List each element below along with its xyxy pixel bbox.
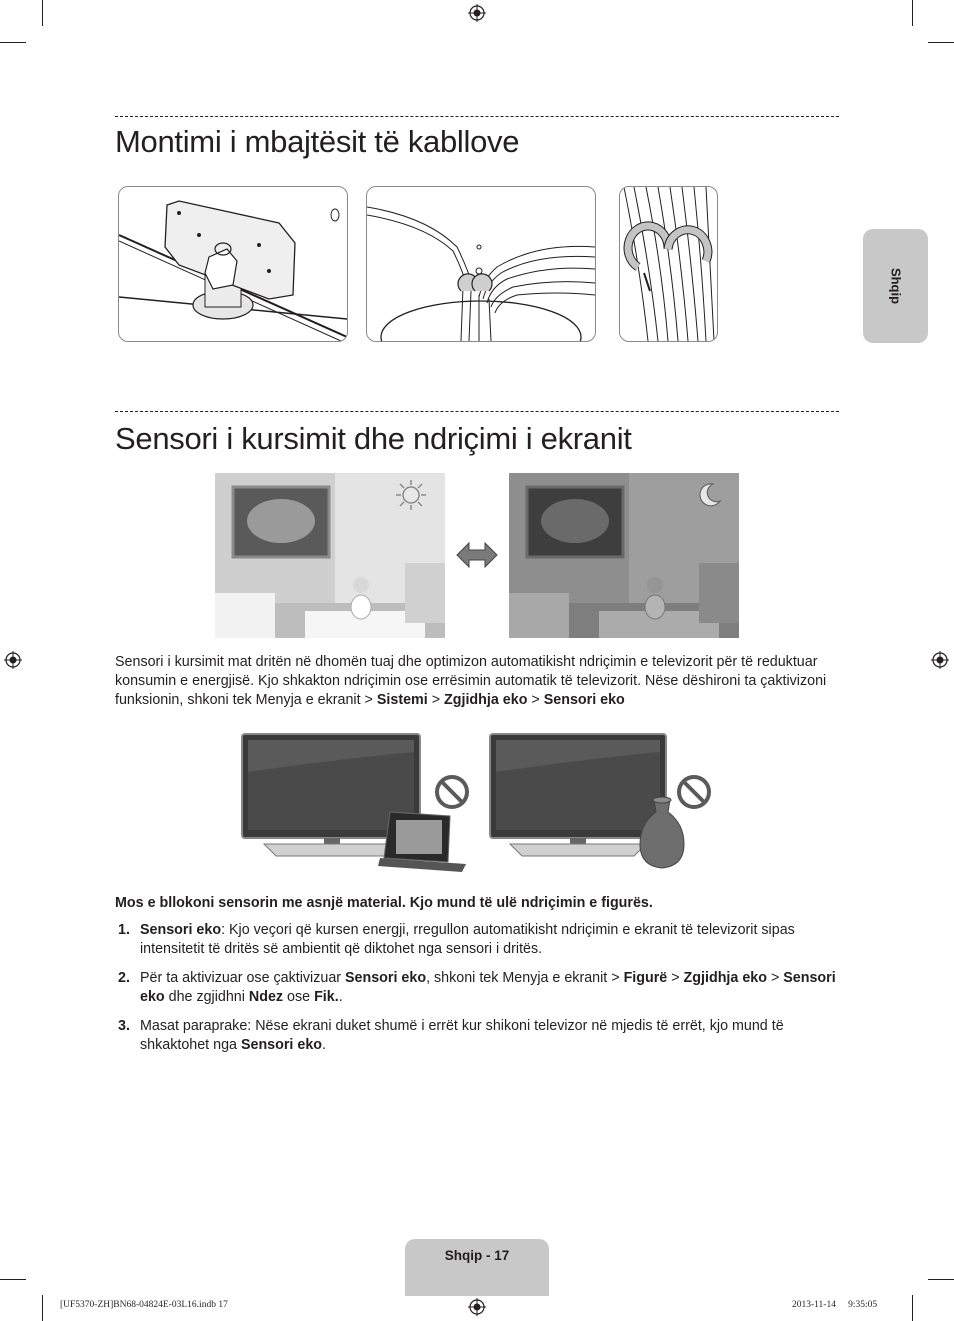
moon-icon [695, 481, 723, 509]
illustration-cable-holder-closeup [619, 186, 718, 342]
list-item-term: Sensori eko [240, 1037, 323, 1053]
list-item-term: Fik. [314, 989, 339, 1005]
list-item-term: Sensori eko [140, 970, 836, 1005]
intro-menu-eco-solution: Zgjidhja eko [444, 692, 528, 708]
list-item-term: Sensori eko [345, 970, 427, 986]
language-side-tab [863, 229, 928, 343]
imprint-file-name: [UF5370-ZH]BN68-04824E-03L16.indb 17 [60, 1300, 228, 1310]
crop-mark [0, 1279, 26, 1280]
list-item-text: : Kjo veçori që kursen energji, rregullon automatikisht ndriçimin e ekranit të televizorit sipas intensitetit të dritës së ambientit që diktohet nga sensori i dritës. [140, 922, 795, 957]
photo-room-dark [509, 473, 739, 638]
eco-sensor-warning: Mos e bllokoni sensorin me asnjë material. Kjo mund të ulë ndriçimin e figurës. [115, 895, 653, 911]
section-divider [115, 411, 839, 412]
registration-mark-icon [468, 4, 486, 22]
language-side-tab-label: Shqip [888, 267, 903, 305]
section-title-eco-sensor: Sensori i kursimit dhe ndriçimi i ekranit [115, 421, 632, 456]
illustration-tv-blocked-vase [488, 732, 718, 872]
sun-icon [395, 479, 427, 511]
list-item-text: > [766, 970, 784, 986]
crop-mark [0, 42, 26, 43]
page-number-label: Shqip - 17 [444, 1248, 510, 1263]
crop-mark [928, 42, 954, 43]
list-item-term: Sensori eko [140, 922, 222, 938]
list-item-text: > [667, 970, 684, 986]
crop-mark [912, 1295, 913, 1321]
list-item-number: 3. [118, 1018, 130, 1034]
list-item-text: ose [283, 989, 315, 1005]
registration-mark-icon [4, 651, 22, 669]
prohibited-icon [676, 774, 712, 810]
prohibited-icon [434, 774, 470, 810]
illustration-cable-holder-stand [366, 186, 596, 342]
list-item-term: Zgjidhja eko [683, 970, 767, 986]
eco-sensor-intro [115, 653, 840, 710]
intro-text: Sensori i kursimit mat dritën në dhomën tuaj dhe optimizon automatikisht ndriçimin e televizorit për të reduktuar konsumin e energjisë. Kjo shkakton ndriçimin ose errësimin automatik të televizorit. Nëse dëshironi ta çaktivizoni funksionin, shkoni tek Menyja e ekranit > [115, 654, 827, 708]
list-item-text: dhe zgjidhni [164, 989, 249, 1005]
page-number-tab [405, 1239, 549, 1296]
list-item-text: Për ta aktivizuar ose çaktivizuar [140, 970, 346, 986]
section-title-cable-holder: Montimi i mbajtësit të kabllove [115, 124, 520, 159]
intro-separator: > [427, 692, 445, 708]
list-item-text: Masat paraprake: Nëse ekrani duket shumë i errët kur shikoni televizor në mjedis të errët, kjo mund të shkaktohet nga [140, 1018, 784, 1053]
intro-menu-eco-sensor: Sensori eko [543, 692, 625, 708]
list-item-term: Figurë [623, 970, 668, 986]
section-divider [115, 116, 839, 117]
list-item-number: 1. [118, 922, 130, 938]
registration-mark-icon [468, 1298, 486, 1316]
illustration-tv-blocked-frame [240, 732, 475, 872]
list-item-term: Ndez [248, 989, 284, 1005]
list-item-text: , shkoni tek Menyja e ekranit > [426, 970, 624, 986]
registration-mark-icon [931, 651, 949, 669]
list-item-text: . [338, 989, 343, 1005]
crop-mark [928, 1279, 954, 1280]
list-item-number: 2. [118, 970, 130, 986]
crop-mark [42, 1295, 43, 1321]
crop-mark [912, 0, 913, 26]
intro-separator: > [527, 692, 544, 708]
list-item-text: . [322, 1037, 326, 1053]
illustration-stand-bracket [118, 186, 348, 342]
photo-room-bright [215, 473, 445, 638]
intro-menu-system: Sistemi [376, 692, 428, 708]
crop-mark [42, 0, 43, 26]
double-arrow-icon [456, 540, 498, 570]
imprint-timestamp: 2013-11-14   9:35:05 [792, 1300, 878, 1310]
